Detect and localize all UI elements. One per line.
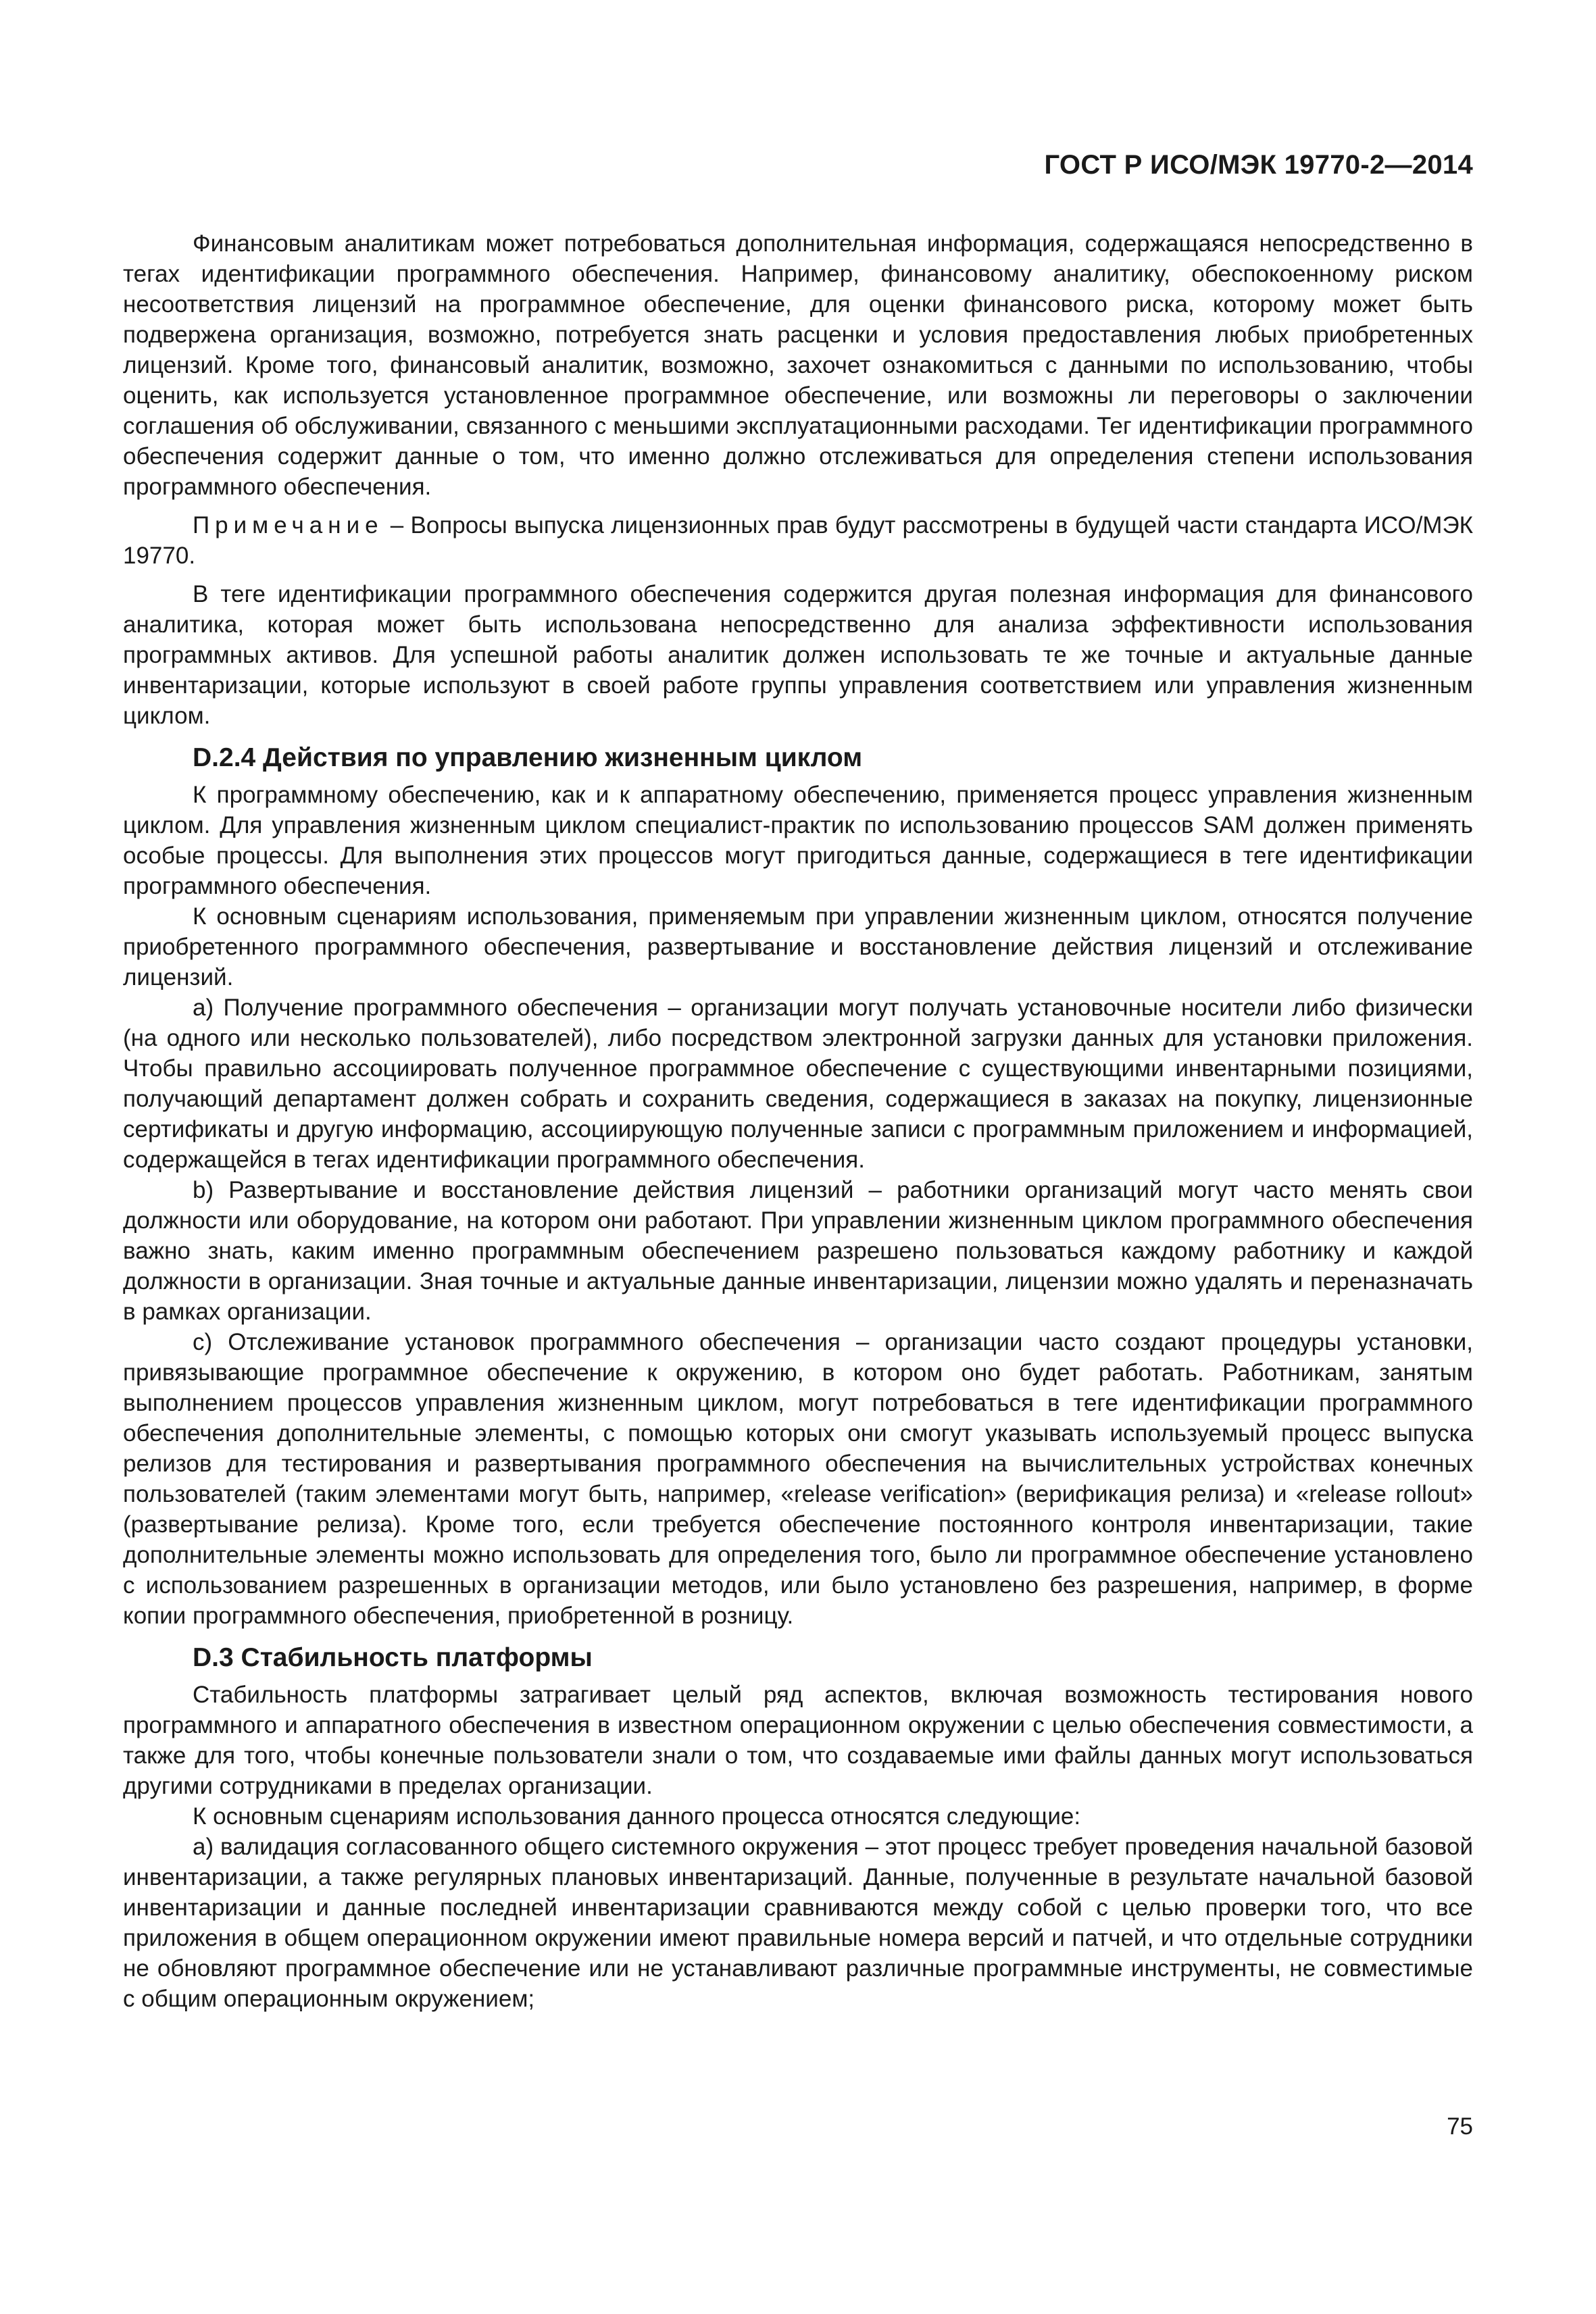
note-label: Примечание (193, 512, 384, 538)
list-item-c-tracking: с) Отслеживание установок программного обеспечения – организации часто создают процедуры установки, привязывающие программное обеспечение к окружению, в котором оно будет работать. Работникам, занятым выполнением процессов управления жизненным циклом, могут потребоваться в теге идентификации программного обеспечения дополнительные элементы, с помощью которых они смогут указывать используемый процесс выпуска релизов для тестирования и развертывания программного обеспечения на вычислительных устройствах конечных пользователей (таким элементами могут быть, например, «release verification» (верификация релиза) и «release rollout» (развертывание релиза). Кроме того, если требуется обеспечение постоянного контроля инвентаризации, такие дополнительные элементы можно использовать для определения того, было ли программное обеспечение установлено с использованием разрешенных в организации методов, или было установлено без разрешения, например, в форме копии программного обеспечения, приобретенной в розницу. (123, 1329, 1473, 1629)
list-item-a-validation: а) валидация согласованного общего системного окружения – этот процесс требует проведения начальной базовой инвентаризации, а также регулярных плановых инвентаризаций. Данные, полученные в результате начальной базовой инвентаризации и данные последней инвентаризации сравниваются между собой с целью проверки того, что все приложения в общем операционном окружении имеют правильные номера версий и патчей, и что отдельные сотрудники не обновляют программное обеспечение или не устанавливают различные программные инструменты, не совместимые с общим операционным окружением; (123, 1834, 1473, 2012)
paragraph-lifecycle-scenarios: К основным сценариям использования, применяемым при управлении жизненным циклом, относятся получение приобретенного программного обеспечения, развертывание и восстановление действия лицензий и отслеживание лицензий. (123, 903, 1473, 990)
paragraph-lifecycle-intro: К программному обеспечению, как и к аппаратному обеспечению, применяется процесс управления жизненным циклом. Для управления жизненным циклом специалист-практик по использованию процессов SAM должен применять особые процессы. Для выполнения этих процессов могут пригодиться данные, содержащиеся в теге идентификации программного обеспечения. (123, 782, 1473, 899)
section-heading-d24: D.2.4 Действия по управлению жизненным циклом (193, 743, 863, 772)
page-number: 75 (1447, 2113, 1473, 2140)
paragraph-main-scenarios: К основным сценариям использования данного процесса относятся следующие: (193, 1803, 1081, 1830)
note-paragraph (123, 510, 1473, 571)
list-item-b-deployment: b) Развертывание и восстановление действия лицензий – работники организаций могут часто менять свои должности или оборудование, на котором они работают. При управлении жизненным циклом программного обеспечения важно знать, каким именно программным обеспечением разрешено пользоваться каждому работнику и каждой должности в организации. Зная точные и актуальные данные инвентаризации, лицензии можно удалять и переназначать в рамках организации. (123, 1177, 1473, 1325)
page-body (123, 228, 1473, 2014)
section-heading-d3: D.3 Стабильность платформы (193, 1643, 593, 1672)
paragraph-tag-info: В теге идентификации программного обеспечения содержится другая полезная информация для финансового аналитика, которая может быть использована непосредственно для анализа эффективности использования программных активов. Для успешной работы аналитик должен использовать те же точные и актуальные данные инвентаризации, которые используют в своей работе группы управления соответствием или управления жизненным циклом. (123, 581, 1473, 729)
note-text: – Вопросы выпуска лицензионных прав будут рассмотрены в будущей части стандарта ИСО/МЭК 19770. (123, 512, 1473, 569)
document-code-header: ГОСТ Р ИСО/МЭК 19770-2—2014 (1044, 150, 1473, 180)
paragraph-platform-stability: Стабильность платформы затрагивает целый ряд аспектов, включая возможность тестирования нового программного и аппаратного обеспечения в известном операционном окружении с целью обеспечения совместимости, а также для того, чтобы конечные пользователи знали о том, что создаваемые ими файлы данных могут использоваться другими сотрудниками в пределах организации. (123, 1682, 1473, 1799)
list-item-a-acquisition: а) Получение программного обеспечения – организации могут получать установочные носители либо физически (на одного или несколько пользователей), либо посредством электронной загрузки данных для установки приложения. Чтобы правильно ассоциировать полученное программное обеспечение с существующими инвентарными позициями, получающий департамент должен собрать и сохранить сведения, содержащиеся в заказах на покупку, лицензионные сертификаты и другую информацию, ассоциирующую полученные записи с программным приложением и информацией, содержащейся в тегах идентификации программного обеспечения. (123, 995, 1473, 1173)
paragraph-financial-analysts: Финансовым аналитикам может потребоваться дополнительная информация, содержащаяся непосредственно в тегах идентификации программного обеспечения. Например, финансовому аналитику, обеспокоенному риском несоответствия лицензий на программное обеспечение, для оценки финансового риска, которому может быть подвержена организация, возможно, потребуется знать расценки и условия предоставления любых приобретенных лицензий. Кроме того, финансовый аналитик, возможно, захочет ознакомиться с данными по использованию, чтобы оценить, как используется установленное программное обеспечение, или возможны ли переговоры о заключении соглашения об обслуживании, связанного с меньшими эксплуатационными расходами. Тег идентификации программного обеспечения содержит данные о том, что именно должно отслеживаться для определения степени использования программного обеспечения. (123, 230, 1473, 500)
